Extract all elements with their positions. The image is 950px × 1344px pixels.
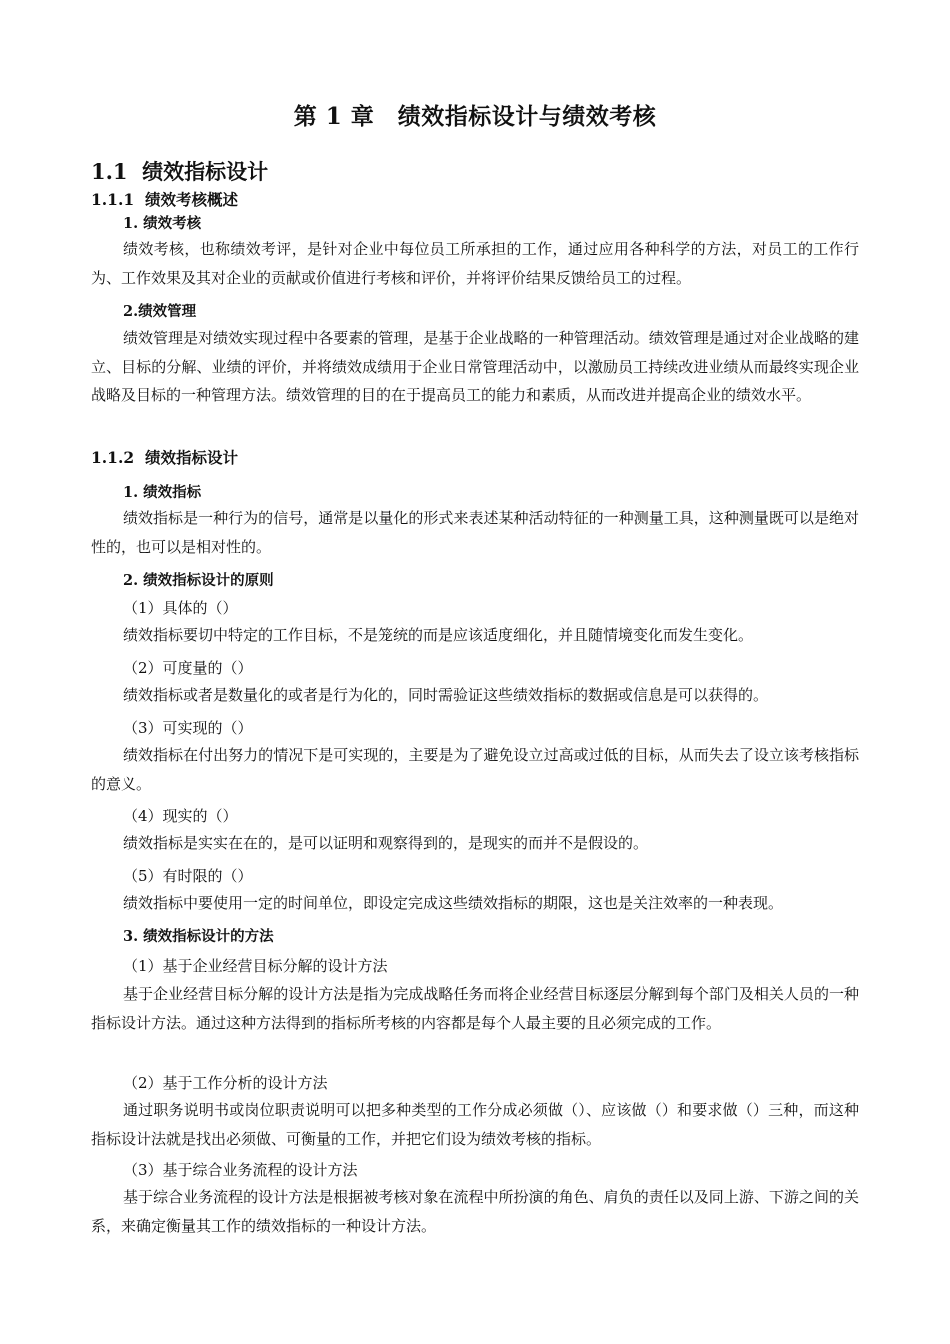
subsection-heading-design-principles: 2. 绩效指标设计的原则	[123, 572, 274, 589]
subsection-heading-performance-management: 2.绩效管理	[123, 303, 197, 320]
chapter-title: 第 1 章 绩效指标设计与绩效考核	[293, 103, 657, 130]
principle-label: （4）现实的（）	[123, 807, 238, 825]
method-label: （1）基于企业经营目标分解的设计方法	[123, 957, 388, 975]
method-label: （2）基于工作分析的设计方法	[123, 1074, 328, 1092]
principle-label: （2）可度量的（）	[123, 659, 253, 677]
principle-label: （1）具体的（）	[123, 599, 238, 617]
paragraph-performance-indicator: 绩效指标是一种行为的信号，通常是以量化的形式来表述某种活动特征的一种测量工具，这种测量既可以是绝对性的，也可以是相对性的。	[91, 509, 859, 556]
subsection-heading-performance-appraisal: 1. 绩效考核	[123, 215, 202, 232]
principle-label: （3）可实现的（）	[123, 719, 253, 737]
principle-text: 绩效指标是实实在在的，是可以证明和观察得到的，是现实的而并不是假设的。	[123, 834, 649, 852]
paragraph-performance-appraisal: 绩效考核，也称绩效考评，是针对企业中每位员工所承担的工作，通过应用各种科学的方法，对员工的工作行为、工作效果及其对企业的贡献或价值进行考核和评价，并将评价结果反馈给员工的过程。	[91, 240, 859, 287]
principle-text: 绩效指标要切中特定的工作目标，不是笼统的而是应该适度细化，并且随情境变化而发生变化。	[123, 626, 754, 644]
method-text: 通过职务说明书或岗位职责说明可以把多种类型的工作分成必须做（）、应该做（）和要求做（）三种，而这种指标设计法就是找出必须做、可衡量的工作，并把它们设为绩效考核的指标。	[91, 1101, 859, 1148]
section-heading-1-1-1: 1.1.1 绩效考核概述	[91, 190, 238, 209]
method-text: 基于综合业务流程的设计方法是根据被考核对象在流程中所扮演的角色、肩负的责任以及同上游、下游之间的关系，来确定衡量其工作的绩效指标的一种设计方法。	[91, 1188, 859, 1235]
principle-label: （5）有时限的（）	[123, 867, 253, 885]
method-label: （3）基于综合业务流程的设计方法	[123, 1161, 358, 1179]
principle-text: 绩效指标中要使用一定的时间单位，即设定完成这些绩效指标的期限，这也是关注效率的一种表现。	[123, 894, 784, 912]
section-heading-1-1: 1.1 绩效指标设计	[91, 159, 269, 184]
principle-text: 绩效指标或者是数量化的或者是行为化的，同时需验证这些绩效指标的数据或信息是可以获得的。	[123, 686, 769, 704]
subsection-heading-design-methods: 3. 绩效指标设计的方法	[123, 928, 274, 945]
section-heading-1-1-2: 1.1.2 绩效指标设计	[91, 448, 238, 467]
subsection-heading-performance-indicator: 1. 绩效指标	[123, 484, 202, 501]
paragraph-performance-management: 绩效管理是对绩效实现过程中各要素的管理，是基于企业战略的一种管理活动。绩效管理是通过对企业战略的建立、目标的分解、业绩的评价，并将绩效成绩用于企业日常管理活动中，以激励员工持续改进业绩从而最终实现企业战略及目标的一种管理方法。绩效管理的目的在于提高员工的能力和素质，从而改进并提高企业的绩效水平。	[91, 329, 859, 404]
method-text: 基于企业经营目标分解的设计方法是指为完成战略任务而将企业经营目标逐层分解到每个部门及相关人员的一种指标设计方法。通过这种方法得到的指标所考核的内容都是每个人最主要的且必须完成的工作。	[91, 985, 859, 1032]
principle-text: 绩效指标在付出努力的情况下是可实现的，主要是为了避免设立过高或过低的目标，从而失去了设立该考核指标的意义。	[91, 746, 859, 793]
